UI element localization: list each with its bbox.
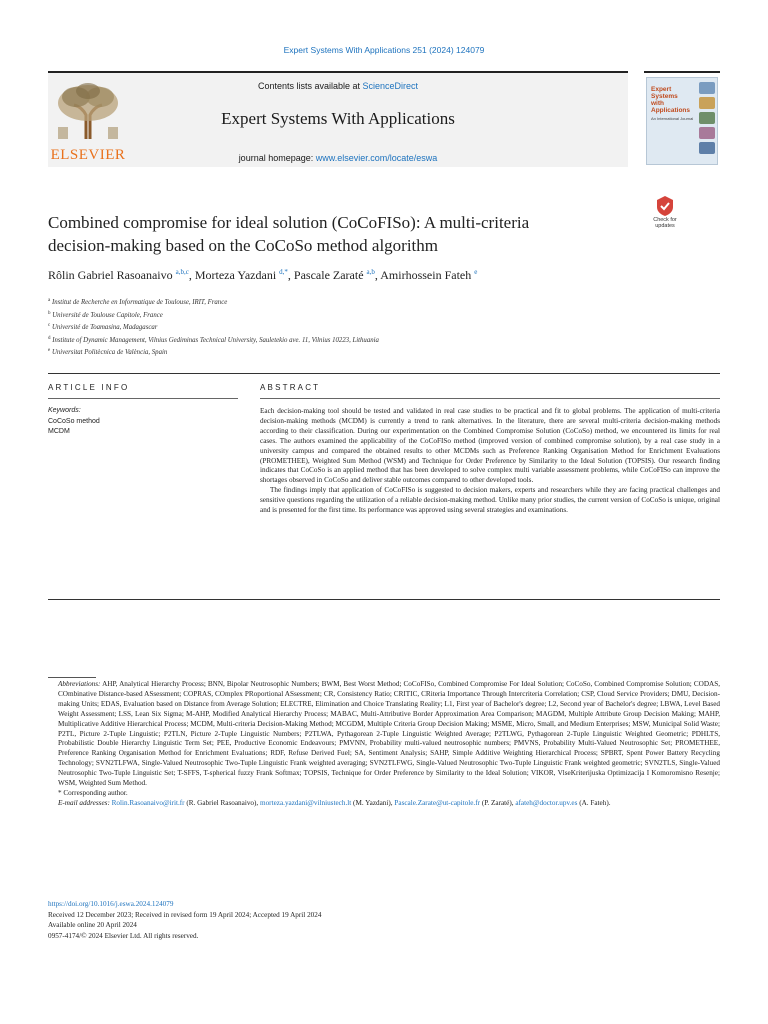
email-person: (P. Zaraté), xyxy=(481,798,514,807)
publication-info xyxy=(48,899,720,941)
keywords-block xyxy=(48,406,238,438)
affiliation-list xyxy=(48,296,688,359)
doi-link[interactable]: https://doi.org/10.1016/j.eswa.2024.124079 xyxy=(48,900,174,908)
sciencedirect-link[interactable]: ScienceDirect xyxy=(362,81,419,91)
affiliation-label: b xyxy=(48,310,51,316)
footnote-rule xyxy=(48,677,96,678)
affiliation-text: Universitat Politècnica de València, Spain xyxy=(51,349,168,356)
keyword-item: MCDM xyxy=(48,428,70,435)
contents-line xyxy=(48,81,628,91)
affiliation-label: c xyxy=(48,323,51,328)
keyword-item: CoCoSo method xyxy=(48,417,100,425)
author-name[interactable]: Pascale Zaraté xyxy=(293,268,364,282)
email-person: (M. Yazdani), xyxy=(353,798,393,807)
abstract-paragraph: Each decision-making tool should be tested and validated in real case studies to be practical and fit to global problems. The application of multi-criteria decision-making methods (MCDM) is currently a trend to rank alternatives. In the literature, there are several multi-criteria decision-making methods according to their classification. During our experimentation on the Combined Compromise Solution (CoCoSo) method, we encountered its limits for real cases. The authors examined the applicability of the CoCoFISo method (improved version of combined compromise solution), by a real case study in a university campus and compared the obtained results to other MCDMs such as Preference Ranking Organisation Method for Enrichment Evaluations (PROMETHEE), Weighted Sum Method (WSM) and Technique for Order Preference by Similarity to the Ideal Solution (TOPSIS). Our research finding indicates that CoCoSo is an applied method that has been developed to solve complex multi variable assessment problems, while CoCoFISo can improve the shortages observed in CoCoSo and deliver stable outcomes compared to other developed tools. xyxy=(260,407,720,485)
email-link[interactable]: afateh@doctor.upv.es xyxy=(515,798,578,807)
copyright-line: 0957-4174/© 2024 Elsevier Ltd. All rights reserved. xyxy=(48,931,199,940)
email-label: E-mail addresses: xyxy=(58,798,110,807)
author-name[interactable]: Rôlin Gabriel Rasoanaivo xyxy=(48,268,173,282)
email-person: (R. Gabriel Rasoanaivo), xyxy=(186,798,259,807)
affiliation-text: Institute of Dynamic Management, Vilnius Gediminas Technical University, Sauletekio ave. 11, Vilnius 10223, Lithuania xyxy=(52,336,379,344)
affiliation-text: Université de Toulouse Capitole, France xyxy=(52,311,163,319)
author-name[interactable]: Amirhossein Fateh xyxy=(380,268,472,282)
homepage-prefix: journal homepage: xyxy=(238,153,316,163)
abstract-paragraph: The findings imply that application of CoCoFISo is suggested to decision makers, experts and researchers while they are facing practical challenges and sensitive questions regarding the utilization of a reliable decision-making method. Unlike many prior studies, the current version of CoCoSo is unique, original and is presented for the first time. Its performance was approved using several strategies and examinations. xyxy=(260,486,720,515)
email-link[interactable]: Rolin.Rasoanaivo@irit.fr xyxy=(111,798,185,807)
author-affiliation-marks[interactable]: a,b,c xyxy=(175,268,189,276)
cover-image xyxy=(646,77,718,165)
elsevier-wordmark: ELSEVIER xyxy=(50,147,126,163)
abstract-divider xyxy=(48,599,720,600)
journal-cover[interactable] xyxy=(644,71,720,167)
author-list: Rôlin Gabriel Rasoanaivo $^{a,b,c}$, Morteza Yazdani $^{d,*}$, Pascale Zaraté $^{a,b}$, Amirhossein Fateh $^e$ xyxy=(48,268,478,282)
keywords-heading: Keywords: xyxy=(48,407,81,414)
check-for-updates-button[interactable] xyxy=(647,195,683,231)
affiliation-text: Institut de Recherche en Informatique de Toulouse, IRIT, France xyxy=(51,299,228,306)
affiliation-item xyxy=(48,296,688,309)
abstract-heading: ABSTRACT xyxy=(260,383,321,392)
cover-title-line: Expert xyxy=(651,86,672,93)
affiliation-item xyxy=(48,346,688,359)
article-info-rule xyxy=(48,398,238,399)
cover-title-line: Applications xyxy=(651,107,691,114)
footnotes xyxy=(48,680,720,809)
affiliation-label: a xyxy=(48,298,51,303)
author-name[interactable]: Morteza Yazdani xyxy=(194,268,277,282)
available-online: Available online 20 April 2024 xyxy=(48,921,137,929)
check-updates-line1: Check for xyxy=(653,217,677,223)
abbreviations-footnote xyxy=(48,680,720,789)
affiliation-label: d xyxy=(48,335,51,341)
article-title xyxy=(48,211,628,257)
affiliation-item xyxy=(48,334,688,347)
cover-title-line: Systems xyxy=(651,93,678,100)
cover-title xyxy=(651,86,697,114)
abstract-rule xyxy=(260,398,720,399)
cover-title-line: with xyxy=(651,100,664,107)
check-updates-icon xyxy=(655,195,675,217)
affiliation-item xyxy=(48,321,688,334)
abbreviations-label: Abbreviations: xyxy=(58,680,101,688)
running-head[interactable]: Expert Systems With Applications 251 (2024) 124079 xyxy=(283,45,485,55)
author-affiliation-marks[interactable]: d,* xyxy=(279,268,288,276)
received-dates: Received 12 December 2023; Received in revised form 19 April 2024; Accepted 19 April 2024 xyxy=(48,910,322,919)
article-title-line: decision-making based on the CoCoSo method algorithm xyxy=(48,236,439,255)
affiliation-label: e xyxy=(48,348,51,353)
author-affiliation-marks[interactable]: a,b xyxy=(366,268,375,276)
homepage-line xyxy=(48,153,628,163)
article-info-heading: ARTICLE INFO xyxy=(48,383,130,392)
email-link[interactable]: morteza.yazdani@vilniustech.lt xyxy=(260,798,352,807)
cover-thumbnails xyxy=(699,82,715,160)
email-link[interactable]: Pascale.Zarate@ut-capitole.fr xyxy=(394,798,481,807)
abstract-body xyxy=(260,407,720,516)
homepage-link[interactable]: www.elsevier.com/locate/eswa xyxy=(315,153,438,163)
cover-subtitle: An International Journal xyxy=(651,116,694,121)
journal-masthead xyxy=(48,71,628,167)
email-footnote xyxy=(48,799,720,809)
corresponding-author-note: * Corresponding author. xyxy=(58,788,128,797)
affiliation-item xyxy=(48,309,688,322)
header-divider xyxy=(48,373,720,374)
contents-prefix: Contents lists available at xyxy=(257,81,363,91)
affiliation-text: Université de Toamasina, Madagascar xyxy=(51,324,158,331)
abbreviations-text: AHP, Analytical Hierarchy Process; BNN, Bipolar Neutrosophic Numbers; BWM, Best Worst Method; CoCoFISo, Combined Compromise For Ideal Solution; CoCoSo, Combined Compromise Solution; CODAS, COmbinative Distance-based ASsessment; COPRAS, COmplex PRoportional ASsessment; CR, Consistency Ratio; CRITIC, CRiteria Importance Through Intercriteria Correlation; CSP, Cloud Service Providers; DMU, Decision-making Units; EDAS, Evaluation based on Distance from Average Solution; ELECTRE, Elimination and Choice Translating Reality; L1, First year of Bachelor's degree; L2, Second year of Bachelor's degree; LBWA, Level Based Weight Assessment; LSS, Lean Six Sigma; M-AHP, Modified Analytical Hierarchy Process; MABAC, Multi-Attributive Border Approximation Area Comparison; MAGDM, Multiple Attribute Group Decision Making; MAHP, Multiplicative Additive Hierarchical Process; MCDM, Multi-criteria Decision-Making Method; MCGDM, Multiple Criteria Group Decision Making; MSME, Micro, Small, and Medium Enterprises; MSW, Municipal Solid Waste; P2TL, Picture 2-Tuple Linguistic; P2TLN, Picture 2-Tuple Linguistic Numbers; P2TLWA, Pythagorean 2-Tuple Linguistic Weighted Average; P2TLWG, Pythagorean 2-Tuple Linguistic Weighted Geometric; PDHLTS, Probabilistic Double Hierarchy Linguistic Term Set; PEE, Productive Economic Endeavours; PMVNN, Probability multi-valued neutrosophic numbers; PMVNS, Probability Multi-Valued Neutrosophic Set; PROMETHEE, Preference Ranking Organisation Method for Enrichment Evaluations; RDF, Refuse Derived Fuel; SA, Sentiment Analysis; SAHP, Simple Additive Weighting Hierarchical Process; SPBRT, Spent Power Battery Recycling Technology; SVN2TLFWA, Single-Valued Neutrosophic Two-Tuple Linguistic Frank weighted averaging; SVN2TLFWG, Single-Valued Neutrosophic Two-Tuple Linguistic Frank weighted geometric; SVN2TLS, Single-Valued Neutrosophic Two-Tuple Linguistic Set; T-SFFS, T-spherical fuzzy Frank Softmax; TOPSIS, Technique for Order Preference by Similarity to the Ideal Solution; VIKOR, VlseKriterijuska Optimizacija I Komoromisno Resenje; WSM, Weighted Sum Method. xyxy=(58,680,720,788)
author-affiliation-marks[interactable]: e xyxy=(474,268,478,276)
article-title-line: Combined compromise for ideal solution (CoCoFISo): A multi-criteria xyxy=(48,213,530,232)
email-person: (A. Fateh). xyxy=(579,798,611,807)
journal-title: Expert Systems With Applications xyxy=(221,109,455,128)
check-updates-line2: updates xyxy=(655,223,675,229)
